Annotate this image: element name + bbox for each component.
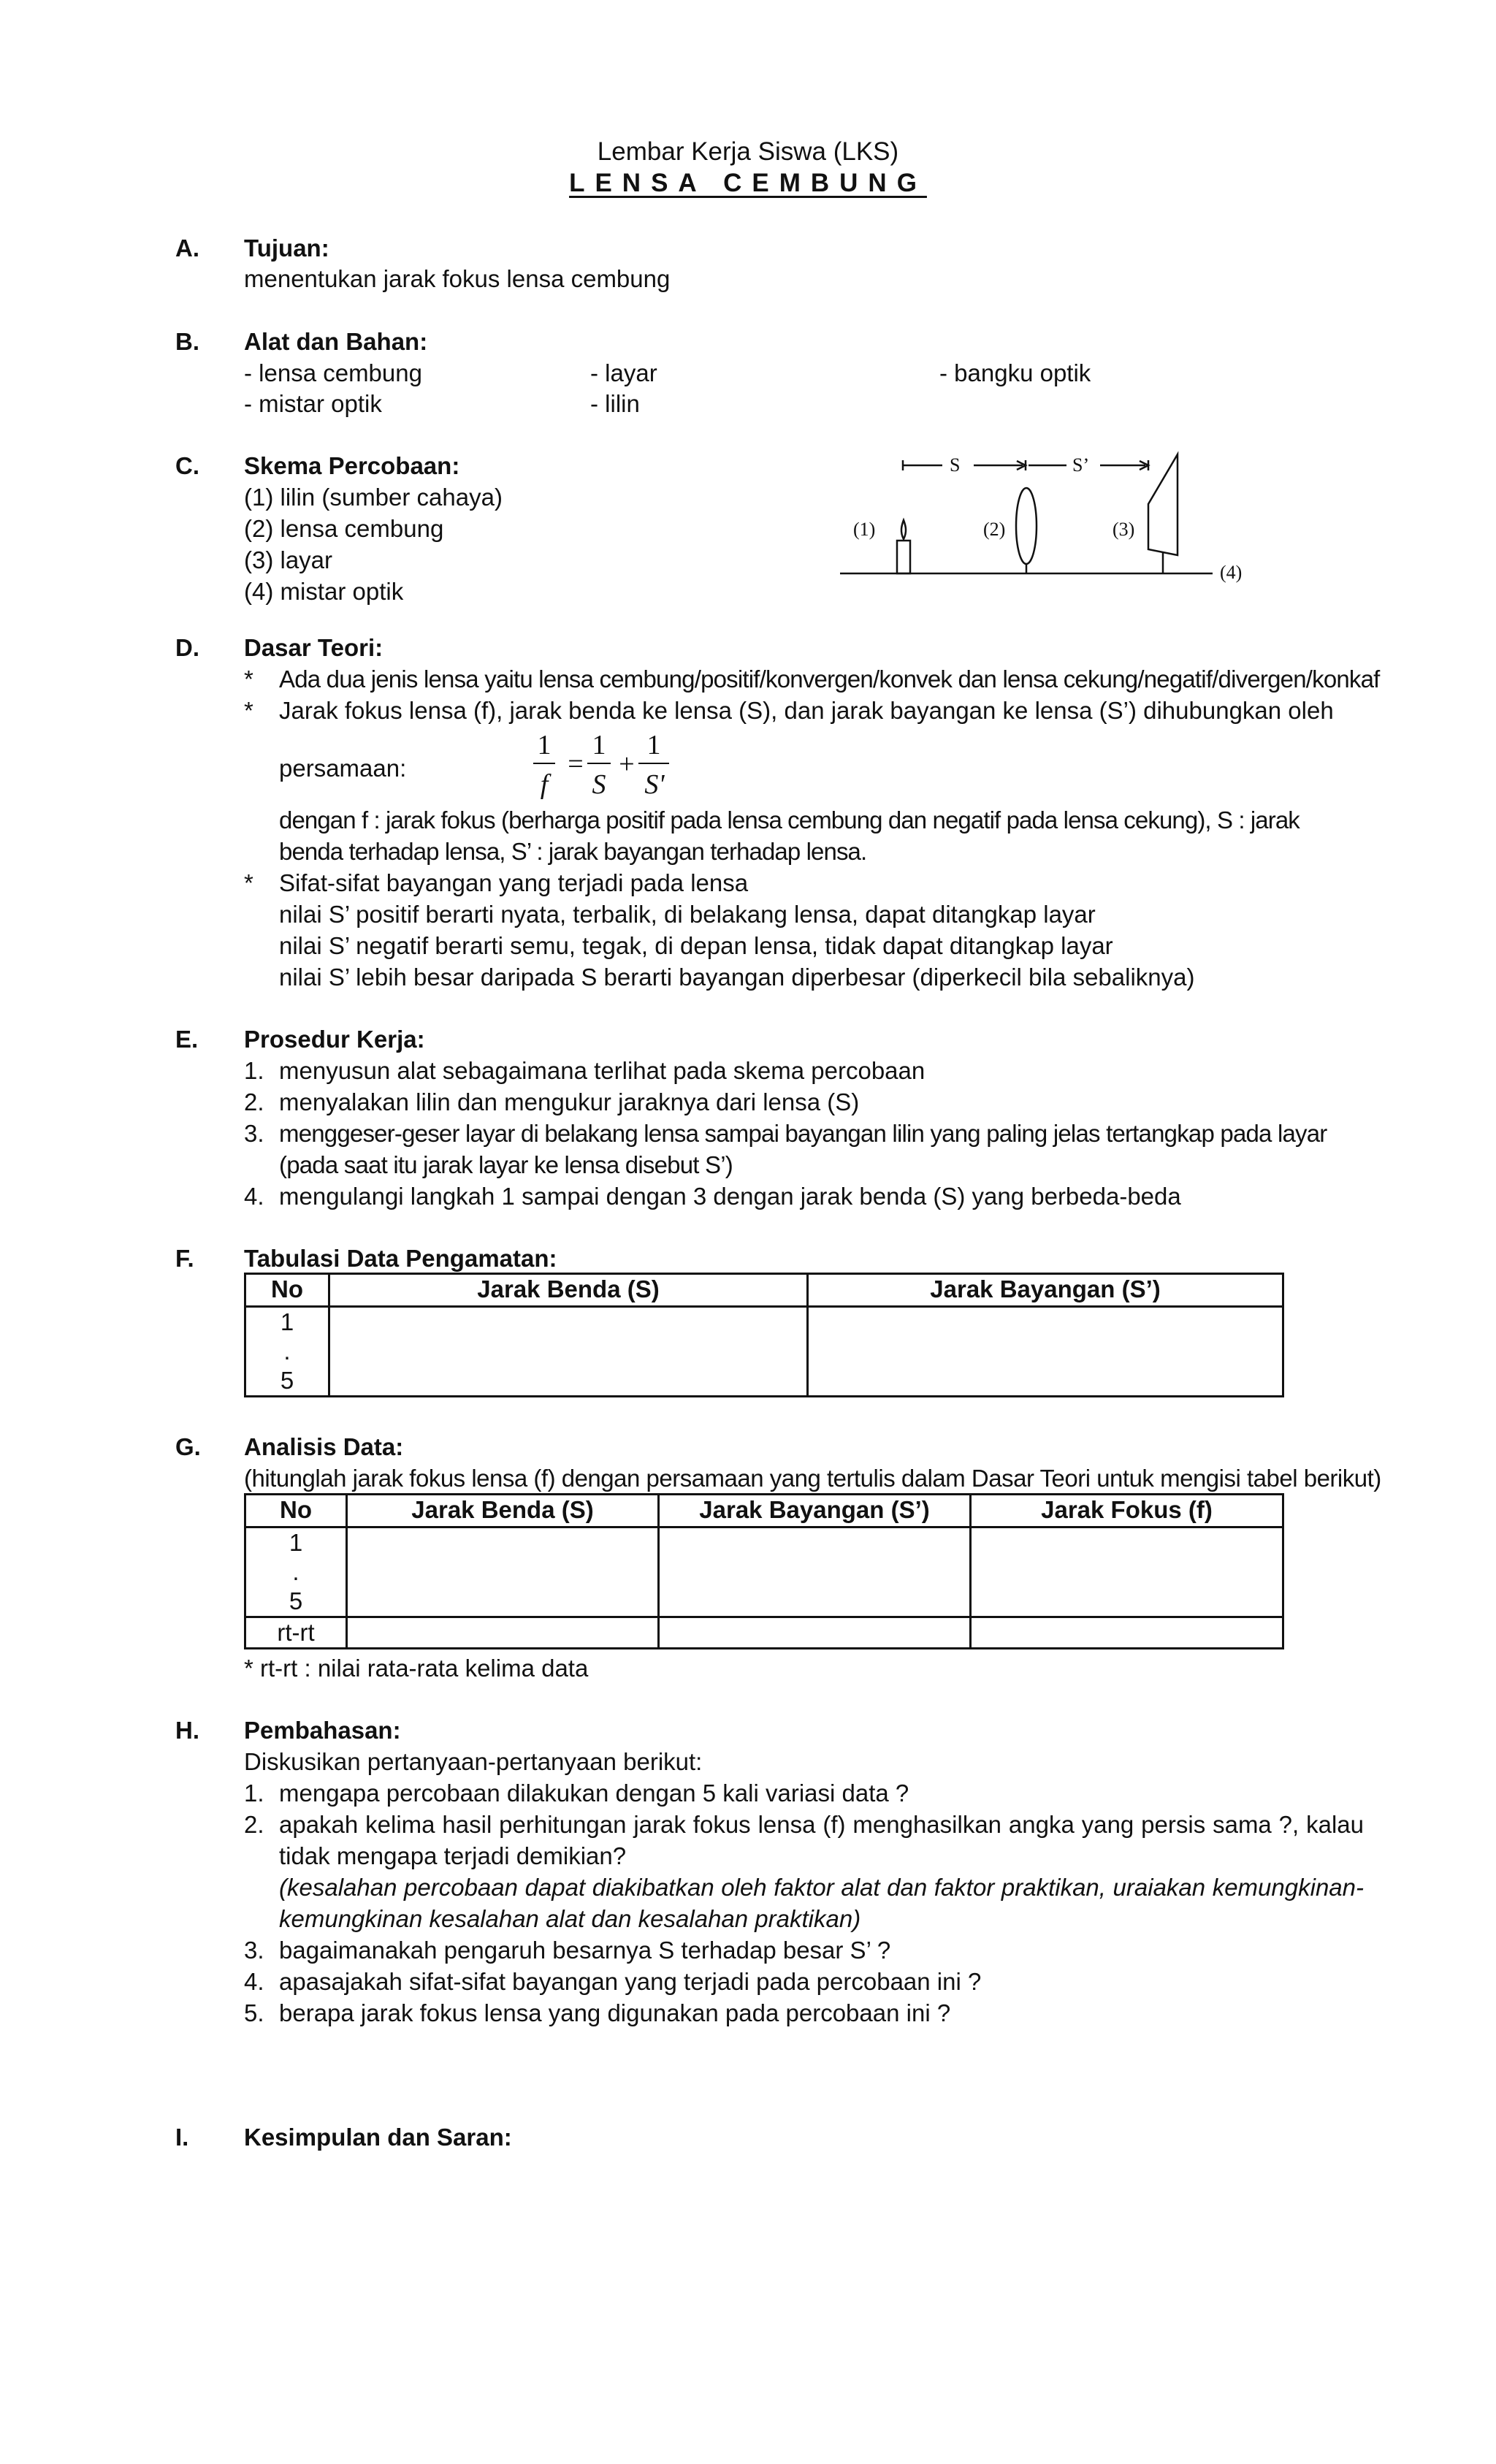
theory-paragraph-2: Jarak fokus lensa (f), jarak benda ke lensa (S), dan jarak bayangan ke lensa (S’) dihubungkan oleh (279, 697, 1334, 724)
bullet-marker: * (244, 869, 253, 896)
table-cell-no (245, 1527, 347, 1617)
table-cell-empty[interactable] (971, 1617, 1283, 1649)
step-text: menyalakan lilin dan mengukur jaraknya dari lensa (S) (279, 1088, 860, 1115)
material-item: - lensa cembung (244, 359, 422, 386)
table-header: Jarak Benda (S) (347, 1495, 659, 1527)
formula-numerator: 1 (592, 730, 606, 760)
material-item: - mistar optik (244, 390, 382, 417)
equation-label: persamaan: (279, 755, 407, 782)
convex-lens-icon (1016, 488, 1037, 564)
worksheet-subtitle: LENSA CEMBUNG (569, 169, 927, 197)
section-f-letter: F. (175, 1245, 194, 1272)
schema-item: (2) lensa cembung (244, 515, 444, 542)
formula-plus: + (619, 749, 635, 779)
table-cell-empty[interactable] (659, 1527, 971, 1617)
discussion-intro: Diskusikan pertanyaan-pertanyaan berikut: (244, 1748, 703, 1775)
question-2-note: (kesalahan percobaan dapat diakibatkan oleh faktor alat dan faktor praktikan, uraiakan kemungkinan-kemungkinan kesalahan alat dan kesalahan praktikan) (279, 1874, 1364, 1932)
section-f-heading: Tabulasi Data Pengamatan: (244, 1245, 557, 1272)
worksheet-title: Lembar Kerja Siswa (LKS) (597, 137, 899, 166)
question-text: apasajakah sifat-sifat bayangan yang terjadi pada percobaan ini ? (279, 1968, 982, 1995)
question-text: bagaimanakah pengaruh besarnya S terhadap besar S’ ? (279, 1937, 891, 1964)
question-number: 4. (244, 1968, 264, 1995)
table-row (245, 1527, 1283, 1617)
table-note: * rt-rt : nilai rata-rata kelima data (244, 1655, 589, 1682)
section-d-heading: Dasar Teori: (244, 634, 383, 661)
row-number: 1 (280, 1308, 294, 1335)
theory-paragraph-1: Ada dua jenis lensa yaitu lensa cembung/positif/konvergen/konvek dan lensa cekung/negatif/divergen/konkaf (279, 665, 1380, 693)
section-a-letter: A. (175, 234, 199, 262)
theory-paragraph-4c: nilai S’ lebih besar daripada S berarti bayangan diperbesar (diperkecil bila sebaliknya) (279, 964, 1195, 991)
table-header: No (245, 1495, 347, 1527)
section-c-letter: C. (175, 452, 199, 479)
material-item: - layar (590, 359, 657, 386)
row-ellipsis: . (283, 1338, 291, 1365)
section-a-text: menentukan jarak fokus lensa cembung (244, 265, 671, 292)
row-number: 5 (289, 1587, 303, 1614)
observation-table (244, 1273, 1284, 1397)
table-cell-empty[interactable] (808, 1307, 1283, 1397)
formula-denominator-f: f (540, 769, 549, 800)
question-text: apakah kelima hasil perhitungan jarak fokus lensa (f) menghasilkan angka yang persis sama ?, kalau tidak mengapa terjadi demikian? (279, 1811, 1364, 1869)
schema-item: (4) mistar optik (244, 578, 404, 605)
question-number: 3. (244, 1937, 264, 1964)
section-i-letter: I. (175, 2124, 189, 2151)
theory-paragraph-4b: nilai S’ negatif berarti semu, tegak, di depan lensa, tidak dapat ditangkap layar (279, 932, 1113, 959)
table-header: Jarak Bayangan (S’) (808, 1274, 1283, 1307)
bullet-marker: * (244, 697, 253, 724)
fraction-bar (587, 763, 611, 764)
diagram-label-4: (4) (1220, 562, 1243, 583)
step-text: menyusun alat sebagaimana terlihat pada skema percobaan (279, 1057, 926, 1084)
table-header: Jarak Benda (S) (329, 1274, 808, 1307)
section-d-letter: D. (175, 634, 199, 661)
table-cell-no (245, 1307, 329, 1397)
row-number: 5 (280, 1367, 294, 1394)
step-number: 1. (244, 1057, 264, 1084)
formula-denominator-s-prime: S' (644, 769, 665, 800)
table-cell-empty[interactable] (347, 1617, 659, 1649)
material-item: - lilin (590, 390, 640, 417)
section-b-heading: Alat dan Bahan: (244, 328, 428, 355)
table-cell-empty[interactable] (347, 1527, 659, 1617)
step-number: 2. (244, 1088, 264, 1115)
section-c-heading: Skema Percobaan: (244, 452, 460, 479)
candle-icon (897, 541, 910, 573)
table-cell-empty[interactable] (329, 1307, 808, 1397)
average-row-label: rt-rt (245, 1617, 347, 1649)
diagram-label-2: (2) (983, 519, 1006, 540)
experiment-diagram (833, 438, 1271, 599)
diagram-label-1: (1) (853, 519, 876, 540)
analysis-table (244, 1493, 1284, 1649)
bullet-marker: * (244, 665, 253, 693)
screen-icon (1148, 454, 1178, 555)
table-header: No (245, 1274, 329, 1307)
diagram-label-s: S (950, 454, 961, 476)
theory-paragraph-4: Sifat-sifat bayangan yang terjadi pada lensa (279, 869, 749, 896)
table-row (245, 1307, 1283, 1397)
section-g-heading: Analisis Data: (244, 1433, 404, 1460)
question-text: berapa jarak fokus lensa yang digunakan pada percobaan ini ? (279, 1999, 951, 2026)
schema-item: (1) lilin (sumber cahaya) (244, 484, 503, 511)
section-i-heading: Kesimpulan dan Saran: (244, 2124, 512, 2151)
step-number: 3. (244, 1120, 264, 1147)
question-number: 2. (244, 1811, 264, 1838)
section-g-letter: G. (175, 1433, 201, 1460)
section-h-heading: Pembahasan: (244, 1717, 401, 1744)
table-row-average (245, 1617, 1283, 1649)
step-text: mengulangi langkah 1 sampai dengan 3 dengan jarak benda (S) yang berbeda-beda (279, 1183, 1181, 1210)
formula-numerator: 1 (537, 730, 552, 760)
material-item: - bangku optik (939, 359, 1091, 386)
diagram-label-3: (3) (1113, 519, 1135, 540)
formula-numerator: 1 (646, 730, 661, 760)
formula-equals: = (568, 749, 584, 779)
fraction-bar (638, 763, 669, 764)
question-text: mengapa percobaan dilakukan dengan 5 kali variasi data ? (279, 1780, 909, 1807)
step-text: menggeser-geser layar di belakang lensa sampai bayangan lilin yang paling jelas tertangkap pada layar (pada saat itu jarak layar ke lensa disebut S’) (279, 1120, 1327, 1178)
question-number: 5. (244, 1999, 264, 2026)
section-e-letter: E. (175, 1026, 199, 1053)
section-h-letter: H. (175, 1717, 199, 1744)
question-number: 1. (244, 1780, 264, 1807)
section-a-heading: Tujuan: (244, 234, 329, 262)
theory-paragraph-4a: nilai S’ positif berarti nyata, terbalik, di belakang lensa, dapat ditangkap layar (279, 901, 1096, 928)
diagram-label-s-prime: S’ (1072, 454, 1090, 476)
table-header: Jarak Bayangan (S’) (659, 1495, 971, 1527)
section-b-letter: B. (175, 328, 199, 355)
fraction-bar (533, 763, 555, 764)
table-cell-empty[interactable] (971, 1527, 1283, 1617)
schema-item: (3) layar (244, 546, 333, 573)
section-e-heading: Prosedur Kerja: (244, 1026, 425, 1053)
formula-denominator-s: S (592, 769, 606, 800)
table-header: Jarak Fokus (f) (971, 1495, 1283, 1527)
section-g-text: (hitunglah jarak fokus lensa (f) dengan persamaan yang tertulis dalam Dasar Teori untuk mengisi tabel berikut) (244, 1465, 1381, 1492)
theory-paragraph-3: dengan f : jarak fokus (berharga positif pada lensa cembung dan negatif pada lensa cekung), S : jarak benda terhadap lensa, S’ : jarak bayangan terhadap lensa. (279, 806, 1300, 865)
row-number: 1 (289, 1529, 303, 1556)
table-cell-empty[interactable] (659, 1617, 971, 1649)
step-number: 4. (244, 1183, 264, 1210)
row-ellipsis: . (292, 1558, 299, 1585)
